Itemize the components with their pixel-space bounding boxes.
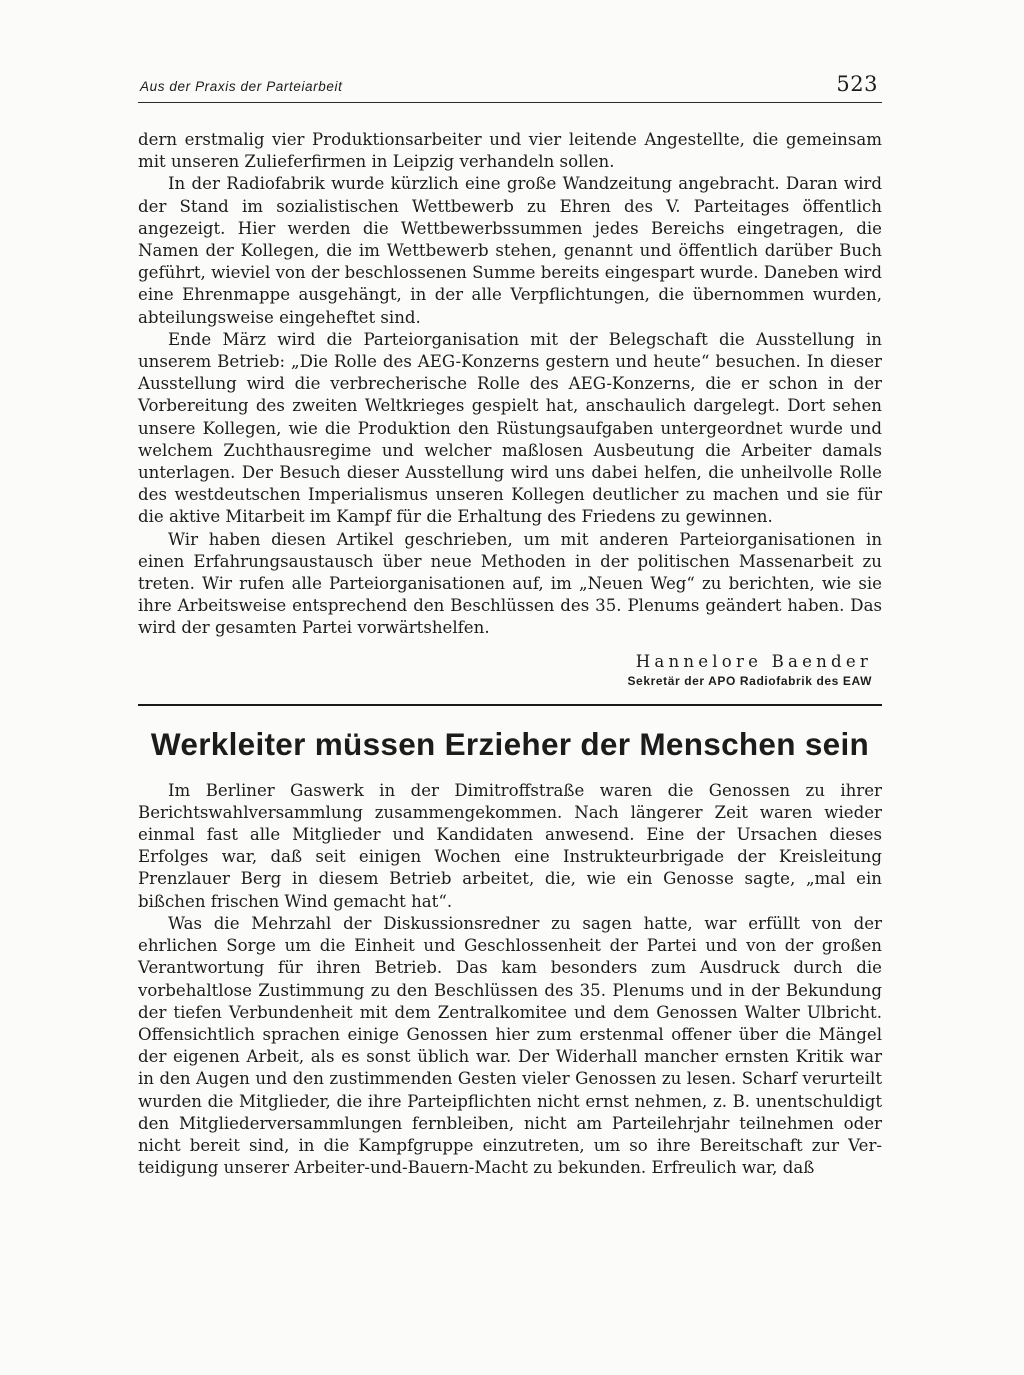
paragraph: Wir haben diesen Artikel geschrieben, um mit anderen Parteiorganisationen in einen Erfahrungsaustausch über neue Methoden in der politischen Massenarbeit zu treten. Wir rufen alle Parteiorganisationen auf, im „Neuen Weg“ zu berichten, wie sie ihre Arbeitsweise entsprechend den Beschlüssen des 35. Plenums geändert haben. Das wird der gesamten Partei vorwärtshelfen. (138, 529, 882, 638)
paragraph: Im Berliner Gaswerk in der Dimitroffstraße waren die Genossen zu ihrer Berichtswahlversammlung zusammengekommen. Nach längerer Zeit waren wieder einmal fast alle Mitglieder und Kandidaten anwesend. Eine der Ursachen dieses Erfolges war, daß seit einigen Wochen eine Instrukteurbrigade der Kreisleitung Prenzlauer Berg in diesem Betrieb arbeitet, die, wie ein Genosse sagte, „mal ein bißchen frischen Wind gemacht hat“. (138, 780, 882, 911)
paragraph: dern erstmalig vier Produktionsarbeiter und vier leitende Angestellte, die gemeinsam mit unseren Zulieferfirmen in Leipzig verhandeln sollen. (138, 130, 882, 172)
document-page (138, 72, 882, 1179)
paragraph: Ende März wird die Parteiorganisation mit der Belegschaft die Ausstellung in unserem Betrieb: „Die Rolle des AEG-Konzerns gestern und heute“ besuchen. In dieser Ausstellung wird die verbrecherische Rolle des AEG-Konzerns, die er schon in der Vorbereitung des zweiten Weltkrieges gespielt hat, anschaulich dargelegt. Dort sehen unsere Kollegen, wie die Produktion den Rüstungsaufgaben untergeordnet wurde und welchem Zuchthausregime und welcher maßlosen Ausbeutung die Arbeiter damals unterlagen. Der Besuch dieser Ausstellung wird uns dabei helfen, die unheilvolle Rolle des westdeutschen Imperialismus unseren Kollegen deutlicher zu machen und sie für die aktive Mitarbeit im Kampf für die Erhaltung des Friedens zu gewinnen. (138, 329, 882, 527)
running-title: Aus der Praxis der Parteiarbeit (140, 79, 343, 94)
paragraph: In der Radiofabrik wurde kürzlich eine große Wandzeitung angebracht. Daran wird der Stand im sozialistischen Wettbewerb zu Ehren des V. Parteitages öffentlich angezeigt. Hier werden die Wettbewerbssummen jedes Bereichs eingetragen, die Namen der Kollegen, die im Wettbewerb stehen, genannt und öffentlich darüber Buch geführt, wieviel von der beschlossenen Summe bereits eingespart wurde. Daneben wird eine Ehrenmappe ausgehängt, in der alle Verpflichtungen, die übernommen wurden, abteilungsweise eingeheftet sind. (138, 174, 882, 327)
paragraph: Was die Mehrzahl der Diskussionsredner zu sagen hatte, war erfüllt von der ehrlichen Sorge um die Einheit und Geschlossenheit der Partei und von der großen Verantwortung für ihren Betrieb. Das kam besonders zum Ausdruck durch die vorbehaltlose Zustimmung zu den Beschlüssen des 35. Plenums und in der Bekundung der tiefen Verbundenheit mit dem Zentralkomitee und dem Genossen Walter Ulbricht. Offensichtlich sprachen einige Genossen hier zum erstenmal offener über die Mängel der eigenen Arbeit, als es sonst üblich war. Der Widerhall mancher ernsten Kritik war in den Augen und den zustimmenden Gesten vieler Genossen zu lesen. Scharf verurteilt wurden die Mitglieder, die ihre Parteipflichten nicht ernst nehmen, z. B. unentschuldigt den Mitgliederversammlungen fernbleiben, nicht am Parteilehrjahr teilnehmen oder nicht bereit sind, in die Kampfgruppe einzutreten, um so ihre Bereitschaft zur Verteidigung unserer Arbeiter-und-Bauern-Macht zu bekunden. Erfreulich war, daß (138, 913, 882, 1178)
section-divider (138, 704, 882, 706)
page-number: 523 (836, 72, 878, 96)
author-signature (138, 651, 882, 690)
article-one-body (138, 129, 882, 640)
author-name: Hannelore Baender (635, 651, 872, 671)
article-title: Werkleiter müssen Erzieher der Menschen sein (150, 725, 870, 762)
author-role: Sekretär der APO Radiofabrik des EAW (627, 673, 872, 688)
running-header (138, 72, 882, 103)
article-two-body (138, 780, 882, 1180)
